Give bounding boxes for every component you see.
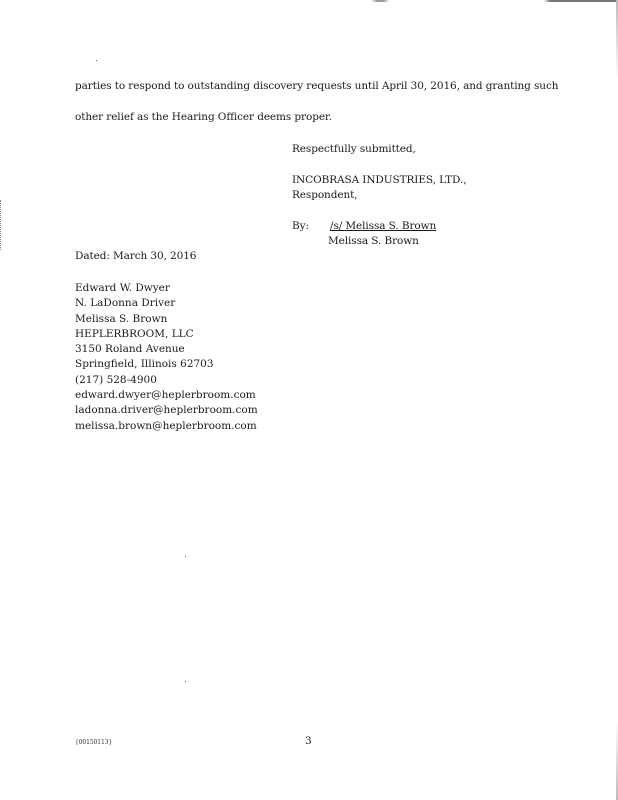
scan-speck	[96, 60, 97, 61]
scan-speck	[185, 556, 186, 557]
signature-signed: /s/ Melissa S. Brown	[330, 220, 437, 232]
contact-email: edward.dwyer@heplerbroom.com	[75, 389, 256, 402]
signature-name: Melissa S. Brown	[328, 235, 419, 247]
body-text-line-1: parties to respond to outstanding discovery requests until April 30, 2016, and granting such	[75, 80, 559, 92]
contact-line: 3150 Roland Avenue	[75, 343, 185, 356]
scan-edge-top	[0, 0, 618, 2]
contact-line: Melissa S. Brown	[75, 312, 168, 325]
signature-company: INCOBRASA INDUSTRIES, LTD.,	[292, 174, 467, 186]
signature-closing: Respectfully submitted,	[292, 143, 416, 155]
contact-email: melissa.brown@heplerbroom.com	[75, 419, 257, 432]
footer-doc-code: {00150113}	[75, 739, 113, 746]
signature-line	[310, 220, 444, 232]
signature-role: Respondent,	[292, 189, 358, 201]
contact-email: ladonna.driver@heplerbroom.com	[75, 404, 258, 417]
page-number: 3	[305, 735, 312, 747]
contact-line: (217) 528-4900	[75, 373, 157, 386]
scan-speck	[185, 681, 186, 682]
contact-line: N. LaDonna Driver	[75, 297, 176, 310]
contact-block	[75, 281, 258, 434]
signature-by-label: By:	[292, 220, 309, 232]
contact-line: Edward W. Dwyer	[75, 282, 170, 294]
body-text-line-2: other relief as the Hearing Officer deems proper.	[75, 111, 332, 123]
contact-line: HEPLERBROOM, LLC	[75, 327, 194, 340]
scan-edge-left	[0, 200, 4, 250]
contact-line: Springfield, Illinois 62703	[75, 358, 214, 371]
dated-line: Dated: March 30, 2016	[75, 250, 197, 262]
